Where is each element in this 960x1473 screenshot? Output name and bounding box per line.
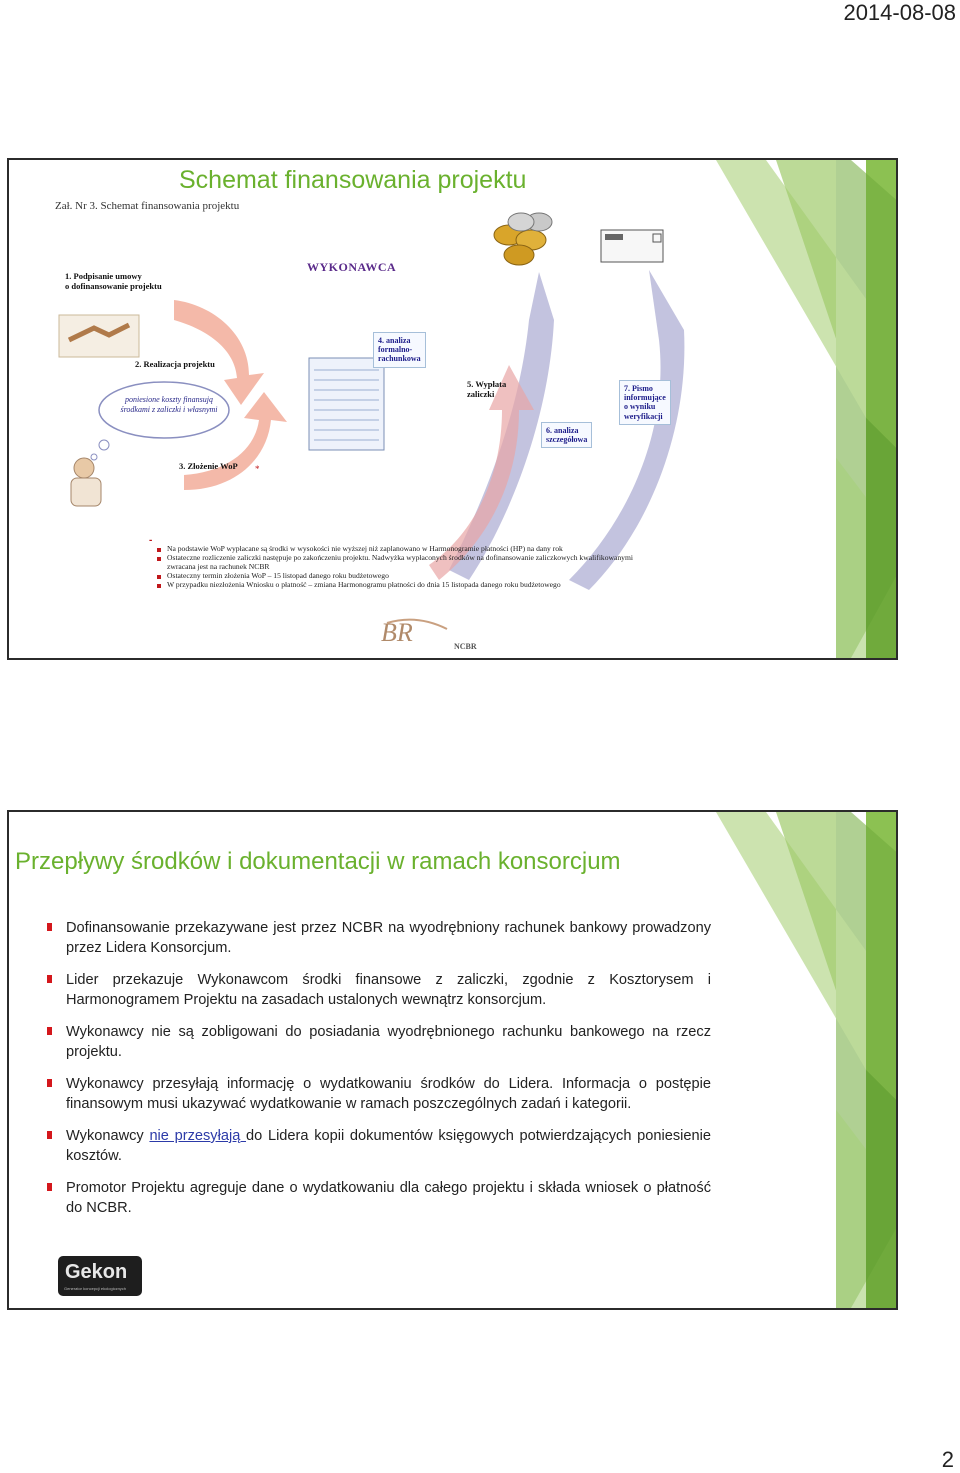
gekon-logo-subtext: Generator koncepcji ekologicznych [64,1286,127,1291]
slide1-title: Schemat finansowania projektu [179,166,527,194]
note-item: W przypadku niezłożenia Wniosku o płatność – zmiana Harmonogramu płatności do dnia 15 listopada danego roku budżetowego [157,581,637,590]
bullet-item [47,1126,711,1166]
notes-list [157,545,637,590]
bullet-text-pre: Wykonawcy [66,1128,150,1144]
bullet-item: Wykonawcy nie są zobligowani do posiadania wyodrębnionego rachunku bankowego na rzecz projektu. [47,1022,711,1062]
bullet-item: Lider przekazuje Wykonawcom środki finansowe z zaliczki, zgodnie z Kosztorysem i Harmonogramem Projektu na zasadach ustalonych wewnątrz konsorcjum. [47,970,711,1010]
page-number: 2 [941,1447,954,1472]
svg-text:BR: BR [381,618,413,647]
page-date: 2014-08-08 [843,0,956,25]
gekon-logo [58,1256,142,1296]
note-item: Ostateczne rozliczenie zaliczki następuje po zakończeniu projektu. Nadwyżka wypłaconych środków na dofinansowanie zaliczkowych kwalifikowanymi zwracana jest na rachunek NCBR [157,554,637,572]
gekon-logo-text: Gekon [65,1261,128,1283]
person-image [74,458,94,478]
bullet-text-post: do Lidera kopii dokumentów księgowych potwierdzających poniesienie kosztów. [66,1128,711,1164]
step-4-box: 4. analiza formalno- rachunkowa [373,332,426,368]
note-item: Na podstawie WoP wypłacane są środki w wysokości nie wyższej niż zaplanowano w Harmonogramie płatności (HP) na dany rok [157,545,637,554]
coins-image [494,213,552,265]
ncbr-logo-text: NCBR [454,642,477,651]
wykonawca-label: WYKONAWCA [307,260,397,274]
cloud-text: poniesione koszty finansują środkami z zaliczki i własnymi [120,395,218,414]
slide-financing-scheme [7,158,898,660]
bullet-item: Dofinansowanie przekazywane jest przez NCBR na wyodrębniony rachunek bankowy prowadzony przez Lidera Konsorcjum. [47,918,711,958]
svg-text:*: * [255,464,260,474]
handshake-image [59,315,139,357]
step-6-box: 6. analiza szczegółowa [541,422,592,448]
green-deco-stripes [676,160,896,658]
ncbr-logo [377,615,457,650]
envelope-image [601,230,663,262]
note-item: Ostateczny termin złożenia WoP – 15 listopad danego roku budżetowego [157,572,637,581]
step-2-label: 2. Realizacja projektu [135,359,215,369]
bullet-list [47,918,711,1230]
step-7-box: 7. Pismo informujące o wyniku weryfikacji [619,380,671,425]
bullet-item: Wykonawcy przesyłają informację o wydatkowaniu środków do Lidera. Informacja o postępie finansowym musi ukazywać wydatkowanie w ramach poszczególnych zadań i kategorii. [47,1074,711,1114]
bullet-item: Promotor Projektu agreguje dane o wydatkowaniu dla całego projektu i składa wniosek o płatność do NCBR. [47,1178,711,1218]
underlined-emphasis: nie przesyłają [149,1128,247,1144]
step-5-label: 5. Wypłata zaliczki [467,379,507,399]
slide1-subtitle: Zał. Nr 3. Schemat finansowania projektu [55,200,240,212]
slide-consortium-flows [7,810,898,1310]
red-dash-marker: - [149,535,153,546]
step-3-label: 3. Złożenie WoP [179,461,238,471]
slide2-title: Przepływy środków i dokumentacji w ramach konsorcjum [15,848,621,875]
form-document-image [309,358,384,450]
step-1-label: 1. Podpisanie umowy o dofinansowanie projektu [65,271,162,291]
